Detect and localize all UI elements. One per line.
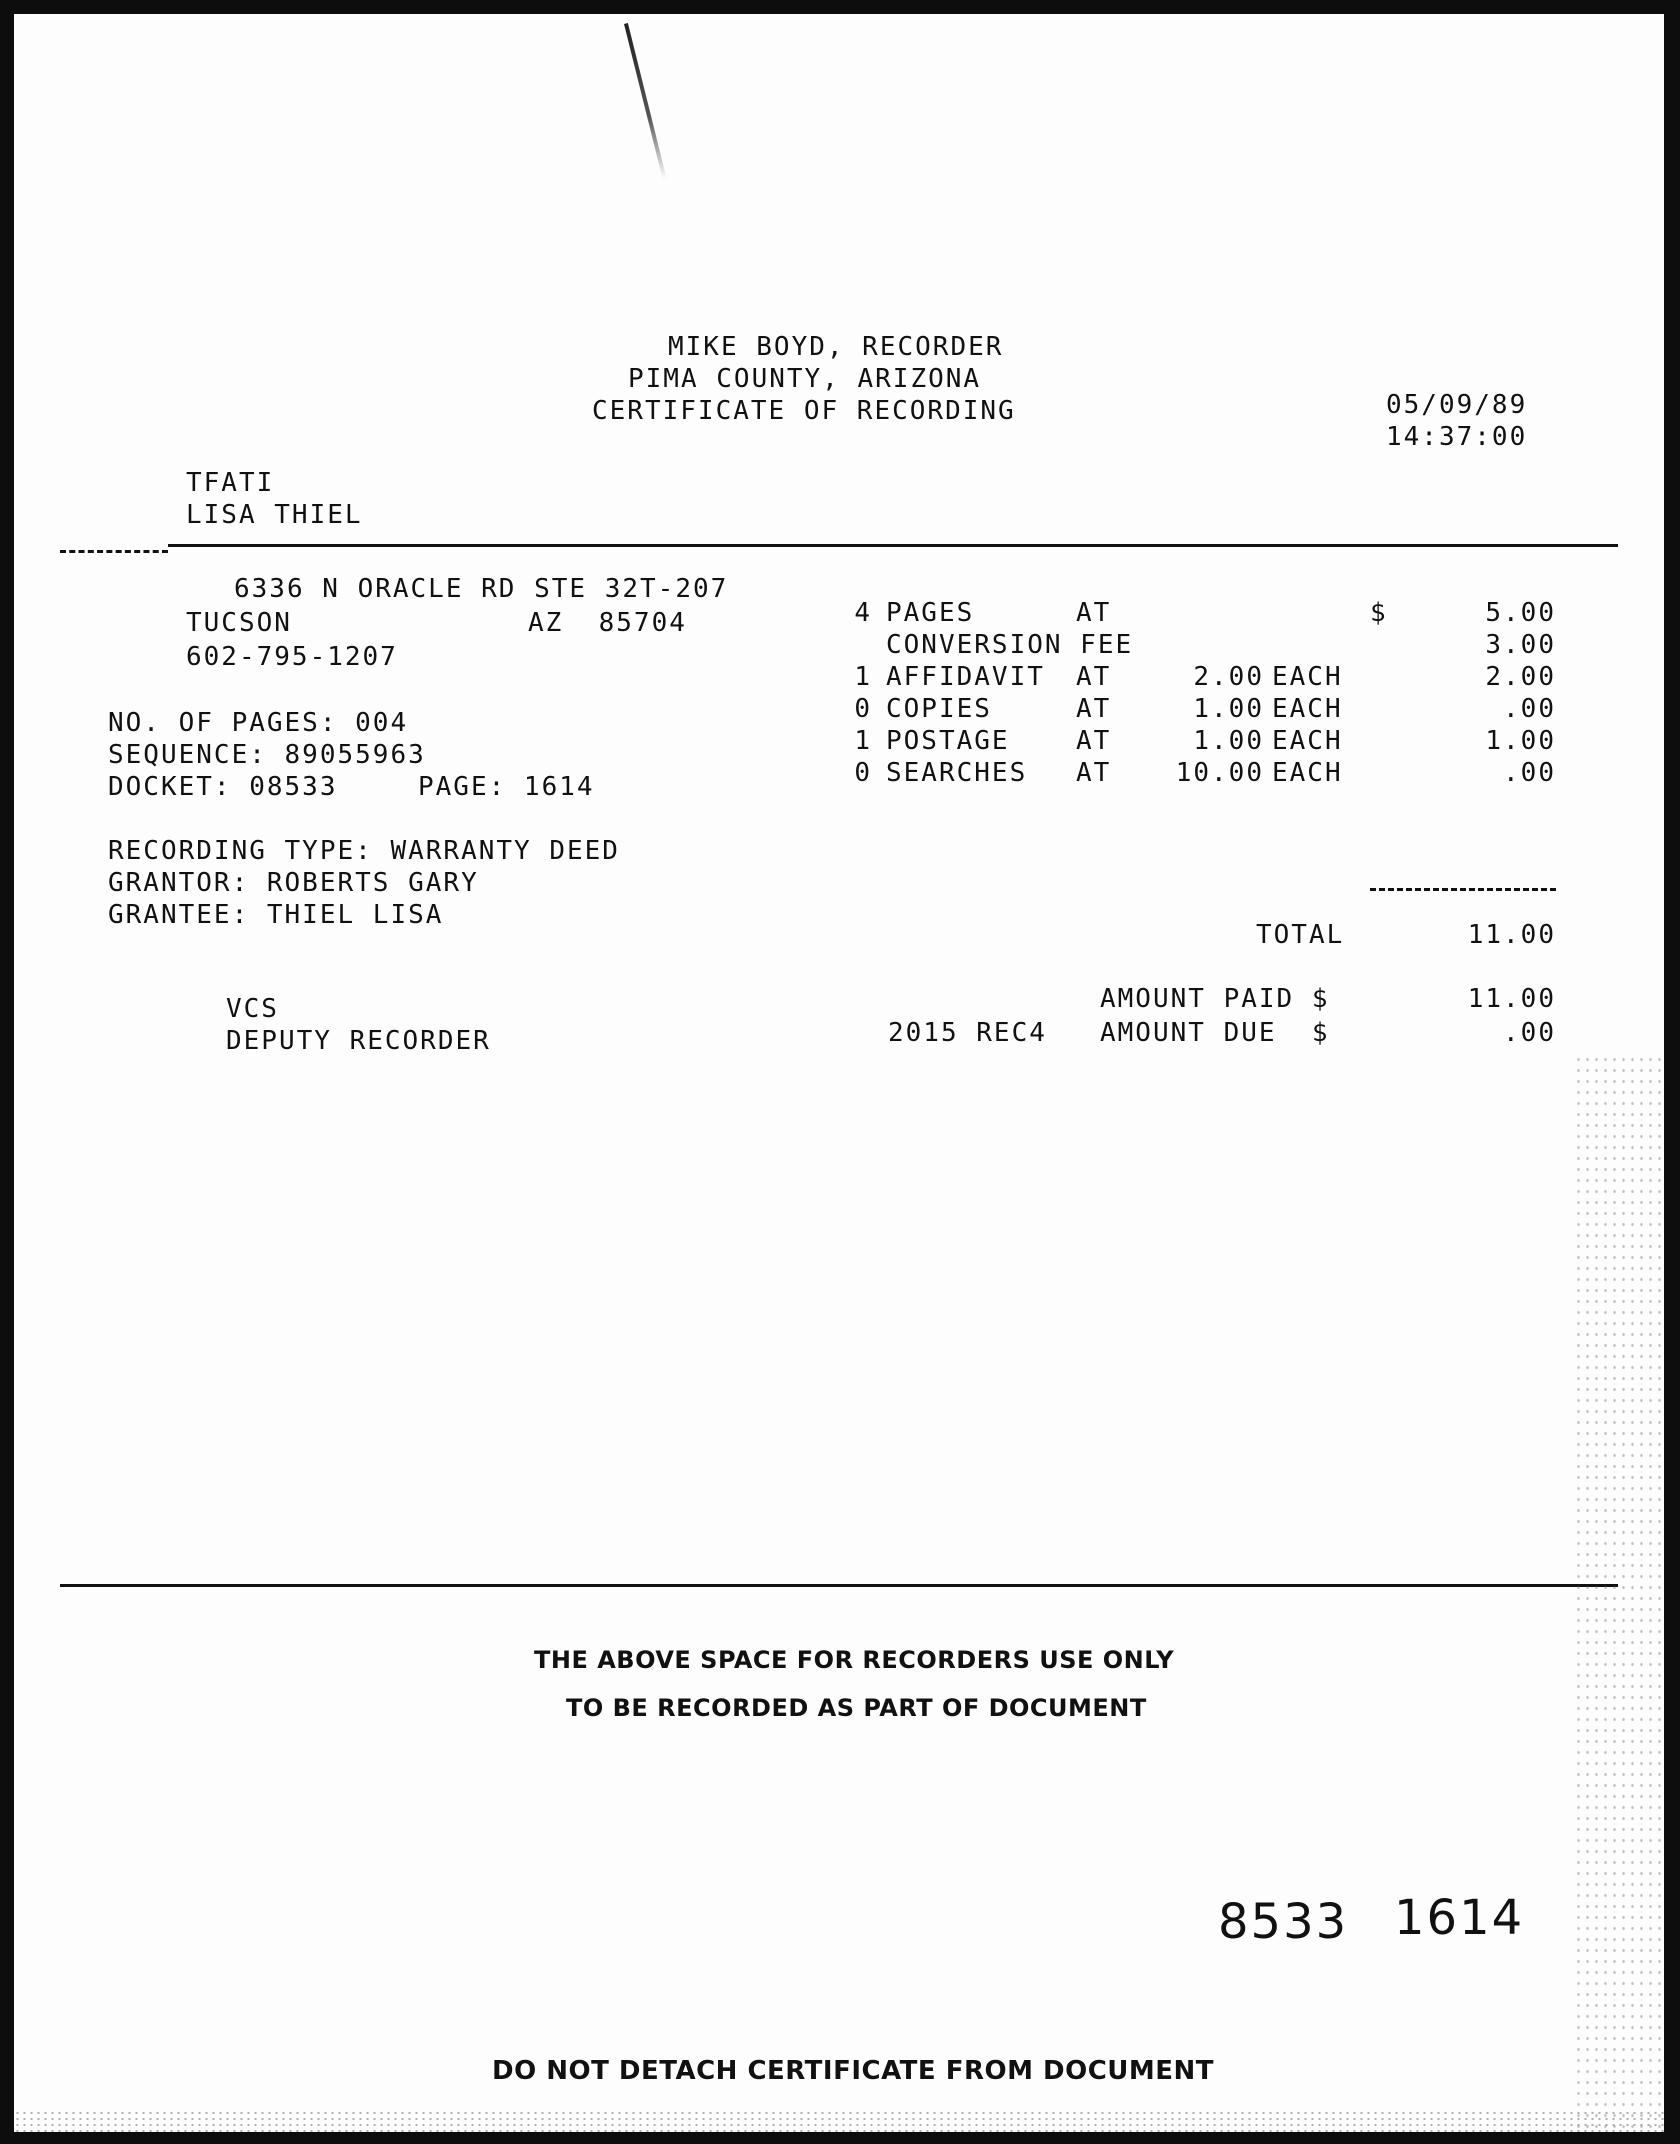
dashed-divider [60, 550, 168, 553]
stamp-docket-number: 8533 [1218, 1894, 1349, 1950]
fee-item: PAGES [886, 598, 975, 628]
address-street: 6336 N ORACLE RD STE 32T-207 [234, 574, 729, 604]
addressee-name: LISA THIEL [186, 500, 363, 530]
docket-number: DOCKET: 08533 [108, 772, 338, 802]
fee-item: POSTAGE [886, 726, 1010, 756]
recorder-name: MIKE BOYD, RECORDER [668, 332, 1004, 362]
deputy-title: DEPUTY RECORDER [226, 1026, 491, 1056]
record-as-part-notice: TO BE RECORDED AS PART OF DOCUMENT [566, 1694, 1147, 1722]
addressee-line1: TFATI [186, 468, 275, 498]
county-state: PIMA COUNTY, ARIZONA [628, 364, 982, 394]
fee-qty: 0 [854, 758, 872, 788]
stamp-page-number: 1614 [1394, 1890, 1525, 1946]
fee-amount: 5.00 [1485, 598, 1556, 628]
address-phone: 602-795-1207 [186, 642, 398, 672]
fee-at: AT [1076, 598, 1112, 628]
fee-rate: 1.00 [1193, 726, 1264, 756]
recorder-use-notice: THE ABOVE SPACE FOR RECORDERS USE ONLY [534, 1646, 1175, 1674]
fee-rate: 10.00 [1175, 758, 1264, 788]
address-city: TUCSON [186, 608, 292, 638]
fee-at: AT [1076, 662, 1112, 692]
fee-amount: 2.00 [1485, 662, 1556, 692]
detach-warning: DO NOT DETACH CERTIFICATE FROM DOCUMENT [492, 2056, 1215, 2086]
fee-qty: 1 [854, 726, 872, 756]
fee-amount: 3.00 [1485, 630, 1556, 660]
fee-qty: 0 [854, 694, 872, 724]
fee-item: SEARCHES [886, 758, 1028, 788]
fee-each: EACH [1272, 726, 1343, 756]
fee-rate: 1.00 [1193, 694, 1264, 724]
station-code: 2015 REC4 [888, 1018, 1047, 1048]
fee-amount: 1.00 [1485, 726, 1556, 756]
fee-at: AT [1076, 758, 1112, 788]
fee-at: AT [1076, 694, 1112, 724]
fee-item: AFFIDAVIT [886, 662, 1045, 692]
fee-currency: $ [1370, 598, 1388, 628]
recording-time: 14:37:00 [1386, 422, 1528, 452]
fee-at: AT [1076, 726, 1112, 756]
number-of-pages: NO. OF PAGES: 004 [108, 708, 409, 738]
certificate-page [14, 14, 1664, 2132]
amount-due-value: .00 [1503, 1018, 1556, 1048]
fee-qty: 4 [854, 598, 872, 628]
grantor: GRANTOR: ROBERTS GARY [108, 868, 479, 898]
amount-paid-label: AMOUNT PAID $ [1100, 984, 1330, 1014]
fee-each: EACH [1272, 694, 1343, 724]
recording-type: RECORDING TYPE: WARRANTY DEED [108, 836, 620, 866]
fee-item: CONVERSION FEE [886, 630, 1134, 660]
fee-item: COPIES [886, 694, 992, 724]
certificate-title: CERTIFICATE OF RECORDING [592, 396, 1016, 426]
address-state-zip: AZ 85704 [528, 608, 687, 638]
scan-noise-right [1574, 1054, 1664, 2132]
paper-tear-mark [624, 23, 667, 179]
recording-date: 05/09/89 [1386, 390, 1528, 420]
fee-qty: 1 [854, 662, 872, 692]
total-label: TOTAL [1256, 920, 1345, 950]
scan-noise-bottom [14, 2110, 1664, 2132]
page-number: PAGE: 1614 [418, 772, 595, 802]
fee-rate: 2.00 [1193, 662, 1264, 692]
header-divider [168, 544, 1618, 547]
fee-amount: .00 [1503, 758, 1556, 788]
recorder-space-divider [60, 1584, 1618, 1587]
fee-amount: .00 [1503, 694, 1556, 724]
total-value: 11.00 [1467, 920, 1556, 950]
grantee: GRANTEE: THIEL LISA [108, 900, 444, 930]
fee-each: EACH [1272, 662, 1343, 692]
deputy-initials: VCS [226, 994, 279, 1024]
amount-paid-value: 11.00 [1467, 984, 1556, 1014]
total-divider [1370, 888, 1556, 891]
fee-each: EACH [1272, 758, 1343, 788]
sequence-number: SEQUENCE: 89055963 [108, 740, 426, 770]
amount-due-label: AMOUNT DUE $ [1100, 1018, 1330, 1048]
